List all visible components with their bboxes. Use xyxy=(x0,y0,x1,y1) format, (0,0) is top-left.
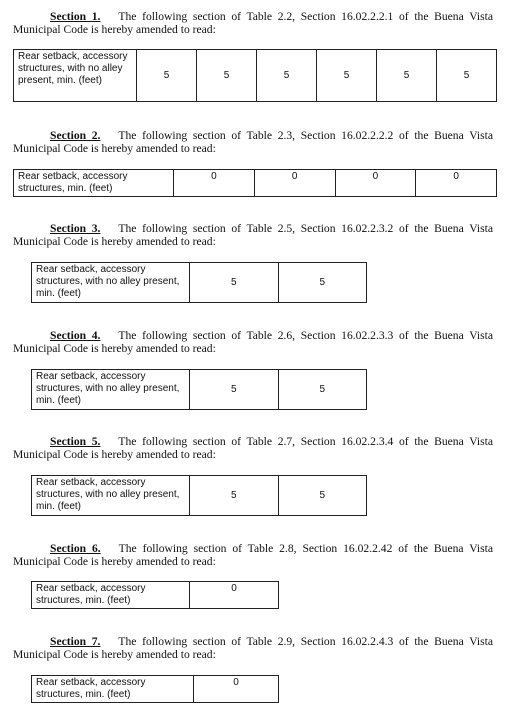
table-cell-value: 5 xyxy=(197,50,257,102)
table-cell-value: 5 xyxy=(278,370,367,410)
table-row-label: Rear setback, accessory structures, with no alley present, min. (feet) xyxy=(14,50,137,102)
section-2-paragraph xyxy=(13,129,493,156)
section-4-paragraph xyxy=(13,329,493,356)
table-row-label: Rear setback, accessory structures, min. (feet) xyxy=(14,170,174,197)
table-row xyxy=(32,676,279,703)
section-7-paragraph xyxy=(13,635,493,662)
table-cell-value: 5 xyxy=(190,476,279,516)
section-3-heading: Section 3. xyxy=(50,222,101,235)
section-5-paragraph xyxy=(13,435,493,462)
table-row-label: Rear setback, accessory structures, with no alley present, min. (feet) xyxy=(32,476,190,516)
table-cell-value: 5 xyxy=(257,50,317,102)
table-cell-value: 5 xyxy=(377,50,437,102)
table-cell-value: 5 xyxy=(190,263,279,303)
table-row xyxy=(32,263,367,303)
section-2-text: The following section of Table 2.3, Section 16.02.2.2.2 of the Buena Vista Municipal Code is hereby amended to read: xyxy=(13,129,493,156)
section-1-table xyxy=(13,49,497,102)
section-4-text: The following section of Table 2.6, Section 16.02.2.3.3 of the Buena Vista Municipal Code is hereby amended to read: xyxy=(13,329,493,356)
table-cell-value: 0 xyxy=(194,676,279,703)
table-cell-value: 0 xyxy=(335,170,416,197)
section-3-paragraph xyxy=(13,222,493,249)
table-cell-value: 5 xyxy=(137,50,197,102)
section-6-table xyxy=(31,581,279,609)
section-2-table xyxy=(13,169,497,197)
table-row xyxy=(14,170,497,197)
section-7-text: The following section of Table 2.9, Section 16.02.2.4.3 of the Buena Vista Municipal Code is hereby amended to read: xyxy=(13,635,493,662)
table-row-label: Rear setback, accessory structures, min. (feet) xyxy=(32,582,190,609)
table-cell-value: 5 xyxy=(317,50,377,102)
table-cell-value: 0 xyxy=(254,170,335,197)
table-row-label: Rear setback, accessory structures, min. (feet) xyxy=(32,676,194,703)
section-5 xyxy=(13,435,493,462)
section-6-text: The following section of Table 2.8, Section 16.02.2.42 of the Buena Vista Municipal Code is hereby amended to read: xyxy=(13,542,493,569)
section-1-text: The following section of Table 2.2, Section 16.02.2.2.1 of the Buena Vista Municipal Code is hereby amended to read: xyxy=(13,10,493,37)
section-4-table xyxy=(31,369,367,410)
section-3-table xyxy=(31,262,367,303)
section-4-heading: Section 4. xyxy=(50,329,101,342)
table-row-label: Rear setback, accessory structures, with no alley present, min. (feet) xyxy=(32,370,190,410)
section-7 xyxy=(13,635,493,662)
section-1-heading: Section 1. xyxy=(50,10,101,23)
section-2 xyxy=(13,129,493,156)
section-7-table xyxy=(31,675,279,703)
table-row xyxy=(32,582,279,609)
section-3-text: The following section of Table 2.5, Section 16.02.2.3.2 of the Buena Vista Municipal Code is hereby amended to read: xyxy=(13,222,493,249)
table-cell-value: 0 xyxy=(190,582,279,609)
table-row xyxy=(32,370,367,410)
section-1-paragraph xyxy=(13,10,493,37)
section-2-heading: Section 2. xyxy=(50,129,101,142)
table-cell-value: 5 xyxy=(278,476,367,516)
section-6-heading: Section 6. xyxy=(50,542,101,555)
table-cell-value: 0 xyxy=(174,170,255,197)
section-6-paragraph xyxy=(13,542,493,569)
section-4 xyxy=(13,329,493,356)
table-cell-value: 5 xyxy=(190,370,279,410)
section-5-heading: Section 5. xyxy=(50,435,101,448)
table-cell-value: 5 xyxy=(278,263,367,303)
section-5-text: The following section of Table 2.7, Section 16.02.2.3.4 of the Buena Vista Municipal Code is hereby amended to read: xyxy=(13,435,493,462)
table-row xyxy=(14,50,497,102)
table-cell-value: 0 xyxy=(416,170,497,197)
section-6 xyxy=(13,542,493,569)
table-row xyxy=(32,476,367,516)
table-row-label: Rear setback, accessory structures, with no alley present, min. (feet) xyxy=(32,263,190,303)
section-1 xyxy=(13,10,493,37)
table-cell-value: 5 xyxy=(437,50,497,102)
section-5-table xyxy=(31,475,367,516)
section-3 xyxy=(13,222,493,249)
section-7-heading: Section 7. xyxy=(50,635,101,648)
